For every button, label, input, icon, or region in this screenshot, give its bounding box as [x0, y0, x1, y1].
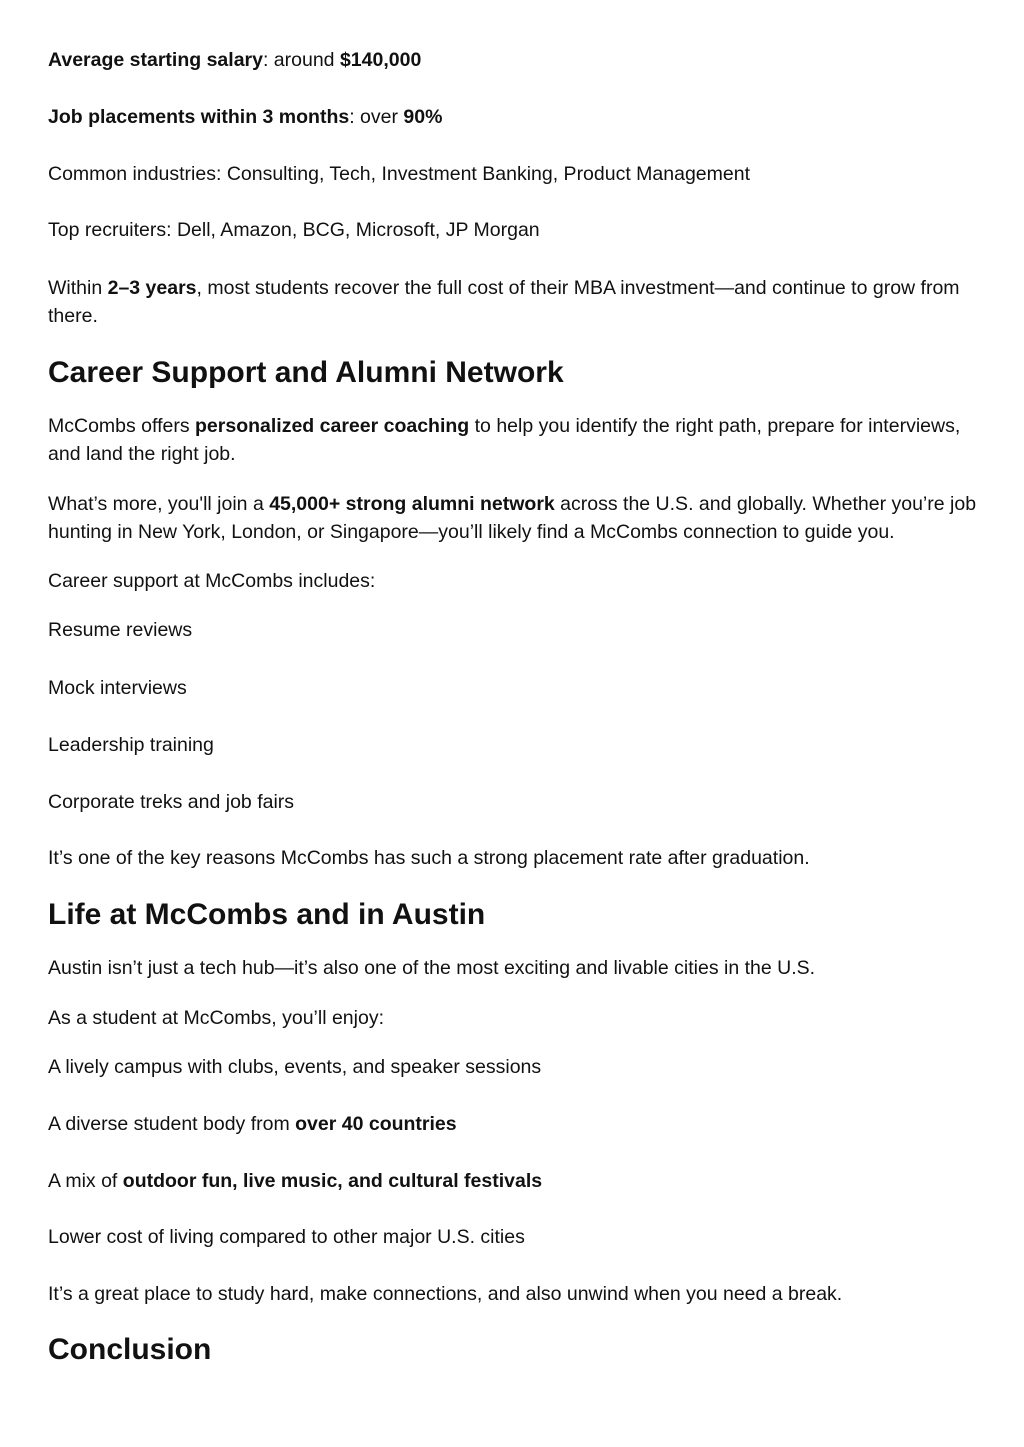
life-item-fun	[48, 1167, 978, 1195]
career-p1-pre: McCombs offers	[48, 415, 196, 437]
career-heading: Career Support and Alumni Network	[48, 356, 564, 389]
stat-placement-label: Job placements within 3 months	[48, 106, 350, 128]
stat-roi-bold: 2–3 years	[107, 277, 197, 299]
life-item2-bold: over 40 countries	[295, 1113, 457, 1135]
stat-placement-connector: : over	[349, 106, 404, 128]
stat-roi	[48, 274, 978, 330]
career-p2-post: across the U.S. and globally. Whether you’re job hunting in New York, London, or Singapore—you’ll likely find a McCombs connection to guide you.	[48, 493, 977, 543]
career-item-leadership: Leadership training	[48, 734, 214, 756]
career-paragraph-alumni	[48, 490, 978, 546]
stat-roi-pre: Within	[48, 277, 108, 299]
stat-roi-post: , most students recover the full cost of their MBA investment—and continue to grow from there.	[48, 277, 960, 327]
life-intro: As a student at McCombs, you’ll enjoy:	[48, 1007, 384, 1029]
stat-salary-value: $140,000	[339, 49, 422, 71]
career-support-intro: Career support at McCombs includes:	[48, 570, 376, 592]
stat-salary	[48, 46, 978, 74]
life-item3-bold: outdoor fun, live music, and cultural festivals	[122, 1170, 543, 1192]
life-paragraph-austin: Austin isn’t just a tech hub—it’s also one of the most exciting and livable cities in the U.S.	[48, 957, 816, 979]
stat-industries: Common industries: Consulting, Tech, Investment Banking, Product Management	[48, 163, 750, 185]
career-closing: It’s one of the key reasons McCombs has such a strong placement rate after graduation.	[48, 847, 810, 869]
stat-recruiters: Top recruiters: Dell, Amazon, BCG, Microsoft, JP Morgan	[48, 219, 540, 241]
career-p1-post: to help you identify the right path, prepare for interviews, and land the right job.	[48, 415, 961, 465]
career-p2-bold: 45,000+ strong alumni network	[269, 493, 555, 515]
career-paragraph-coaching	[48, 412, 978, 468]
career-p2-pre: What’s more, you'll join a	[48, 493, 270, 515]
conclusion-heading: Conclusion	[48, 1333, 212, 1366]
stat-salary-label: Average starting salary	[48, 49, 263, 71]
career-item-resume: Resume reviews	[48, 619, 193, 641]
career-p1-bold: personalized career coaching	[195, 415, 470, 437]
stat-placement-value: 90%	[403, 106, 443, 128]
life-item-cost: Lower cost of living compared to other major U.S. cities	[48, 1226, 525, 1248]
stat-salary-connector: : around	[262, 49, 340, 71]
stat-placement	[48, 103, 978, 131]
career-item-mock: Mock interviews	[48, 677, 187, 699]
career-item-treks: Corporate treks and job fairs	[48, 791, 295, 813]
life-heading: Life at McCombs and in Austin	[48, 898, 486, 931]
life-item-diversity	[48, 1110, 978, 1138]
life-item3-pre: A mix of	[48, 1170, 123, 1192]
life-closing: It’s a great place to study hard, make connections, and also unwind when you need a break.	[48, 1283, 843, 1305]
life-item2-pre: A diverse student body from	[48, 1113, 296, 1135]
life-item-campus: A lively campus with clubs, events, and speaker sessions	[48, 1056, 542, 1078]
